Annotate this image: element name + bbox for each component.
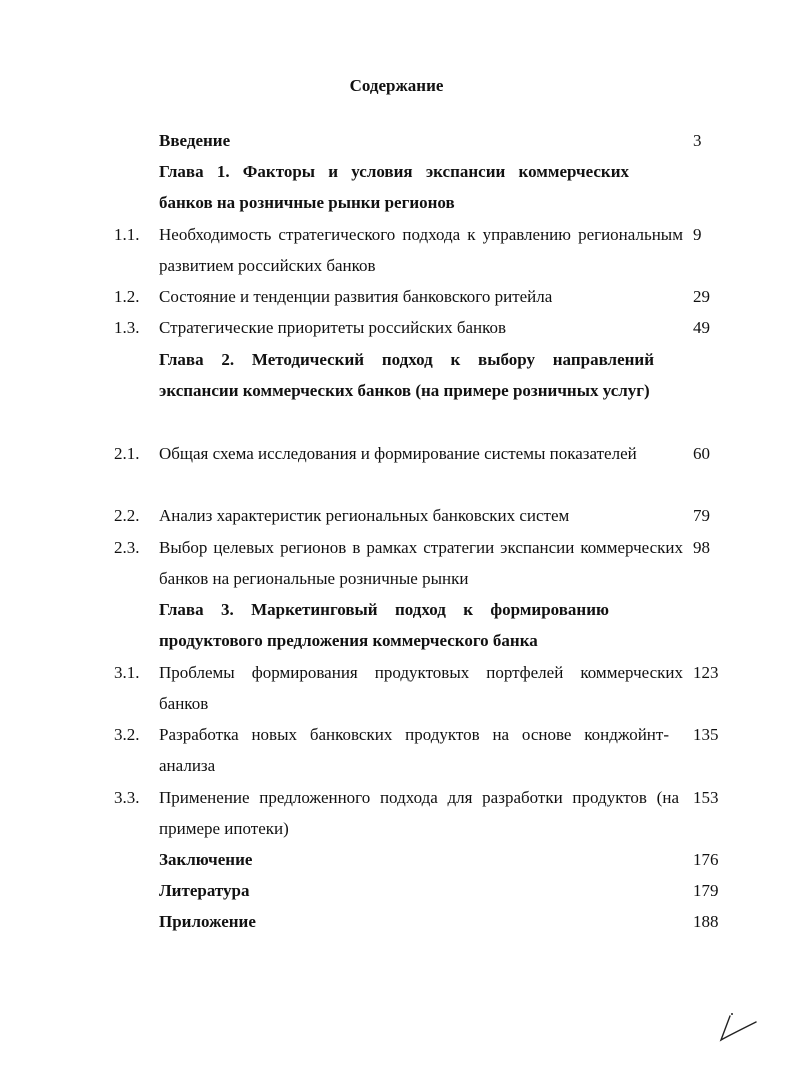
toc-entry-appendix [0,906,793,937]
toc-entry-2-1 [0,438,793,500]
toc-title: Анализ характеристик региональных банковских систем [159,506,570,525]
toc-title: Состояние и тенденции развития банковского ритейла [159,287,553,306]
toc-entry-1-1 [0,219,793,281]
toc-page: 29 [693,287,710,306]
toc-title: Введение [159,131,231,150]
toc-entry-3-2 [0,719,793,781]
toc-entry-chapter-1 [0,156,793,218]
toc-page: 123 [693,663,719,682]
toc-number: 1.1. [114,225,140,244]
toc-number: 2.2. [114,506,140,525]
toc-page: 179 [693,881,719,900]
toc-number: 1.3. [114,318,140,337]
toc-page: 188 [693,912,719,931]
toc-page: 9 [693,225,702,244]
toc-entry-3-1 [0,657,793,719]
toc-entry-1-3 [0,312,793,343]
toc-page: 176 [693,850,719,869]
toc-entry-literature [0,875,793,906]
toc-page: 3 [693,131,702,150]
toc-entry-introduction [0,125,793,156]
toc-entry-3-3 [0,782,793,844]
toc-title: Заключение [159,850,253,869]
signature-mark [712,1010,762,1046]
toc-title: Приложение [159,912,256,931]
toc-title: Разработка новых банковских продуктов на основе конджойнт-анализа [159,725,669,775]
toc-entry-conclusion [0,844,793,875]
toc-title: Проблемы формирования продуктовых портфелей коммерческих банков [159,663,683,713]
toc-page: 153 [693,788,719,807]
toc-title: Глава 2. Методический подход к выбору направлений экспансии коммерческих банков (на примере розничных услуг) [159,350,654,400]
toc-title: Необходимость стратегического подхода к управлению региональным развитием российских банков [159,225,683,275]
toc-entry-chapter-3 [0,594,793,656]
toc-number: 3.2. [114,725,140,744]
toc-page: 98 [693,538,710,557]
toc-page: 49 [693,318,710,337]
toc-page: 79 [693,506,710,525]
toc-title: Общая схема исследования и формирование системы показателей [159,444,637,463]
toc-number: 3.1. [114,663,140,682]
toc-page: 135 [693,725,719,744]
toc-title: Глава 1. Факторы и условия экспансии коммерческих банков на розничные рынки регионов [159,162,629,212]
toc-entry-chapter-2 [0,344,793,437]
toc-page: 60 [693,444,710,463]
toc-number: 2.3. [114,538,140,557]
toc-title: Применение предложенного подхода для разработки продуктов (на примере ипотеки) [159,788,679,838]
toc-title: Литература [159,881,250,900]
toc-title: Выбор целевых регионов в рамках стратегии экспансии коммерческих банков на региональные розничные рынки [159,538,683,588]
toc-entry-2-2 [0,500,793,531]
toc-entry-2-3 [0,532,793,594]
toc-title: Глава 3. Маркетинговый подход к формированию продуктового предложения коммерческого банка [159,600,609,650]
toc-entry-1-2 [0,281,793,312]
toc-number: 1.2. [114,287,140,306]
toc-number: 2.1. [114,444,140,463]
toc-number: 3.3. [114,788,140,807]
toc-title: Стратегические приоритеты российских банков [159,318,507,337]
page-title: Содержание [349,76,444,95]
